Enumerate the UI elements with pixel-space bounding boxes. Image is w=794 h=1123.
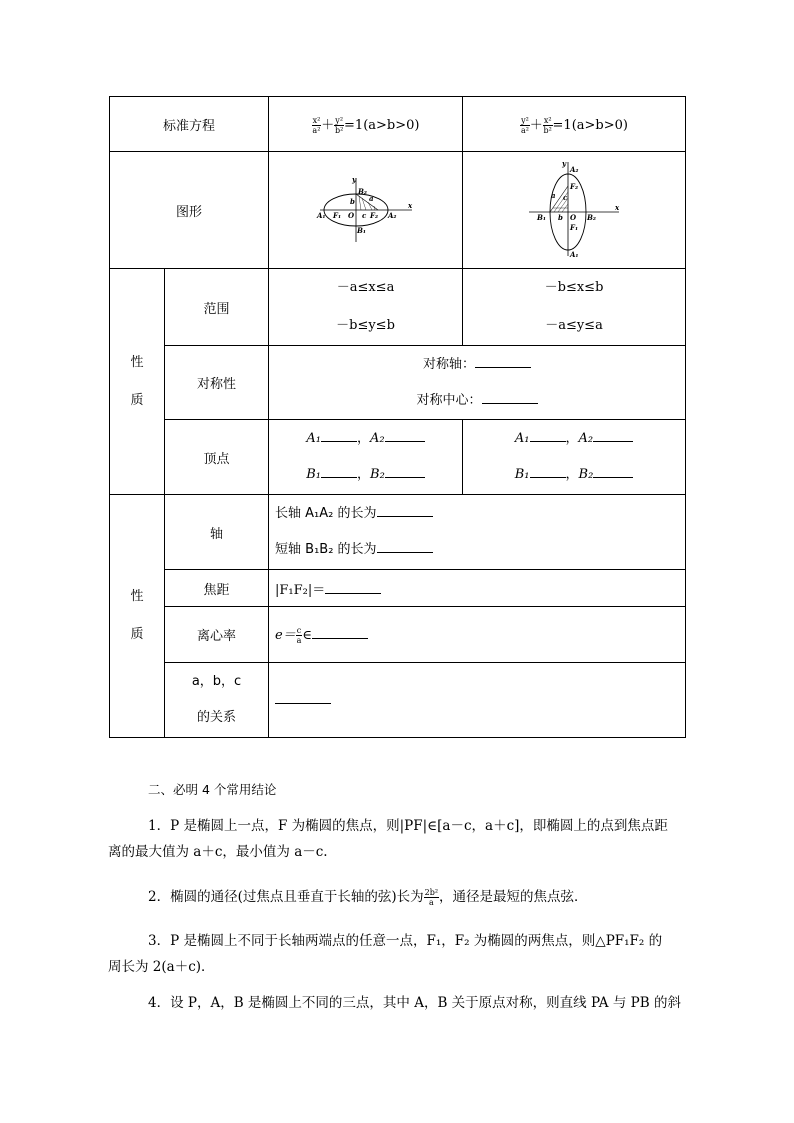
svg-text:B₂: B₂ <box>587 213 596 222</box>
row-axis <box>110 495 686 570</box>
ellipse-properties-table <box>109 96 686 738</box>
svg-text:x: x <box>615 203 620 212</box>
row-abc-relation <box>110 663 686 738</box>
svg-text:F₂: F₂ <box>369 211 378 220</box>
symmetry-center-blank <box>482 402 538 404</box>
abc-relation-label: a，b，c 的关系 <box>165 663 269 738</box>
equation-vertical: $\frac{\text{y²}}{\text{a²}}$ ＋ $\frac{\text{x²}}{\text{b²}}$ =1(a>b>0) <box>463 97 686 152</box>
svg-text:x: x <box>407 201 412 210</box>
svg-text:b: b <box>558 213 563 222</box>
axis-content: 长轴 A₁A₂ 的长为 短轴 B₁B₂ 的长为 <box>269 495 686 570</box>
range-label: 范围 <box>165 269 269 346</box>
eccentricity-content: e＝ $\frac{c}{a}$ ∈ <box>269 607 686 663</box>
graph-label: 图形 <box>110 152 269 269</box>
symmetry-axis-blank <box>475 366 531 368</box>
vertices-vertical: A₁ ，A₂ B₁ ，B₂ <box>463 420 686 495</box>
ellipse-horizontal-graph <box>316 168 416 248</box>
row-standard-equation <box>110 97 686 152</box>
eccentricity-blank <box>312 637 368 639</box>
svg-text:F₁: F₁ <box>570 223 579 232</box>
major-axis-blank <box>377 515 433 517</box>
row-focal-distance <box>110 570 686 607</box>
svg-text:B₂: B₂ <box>357 187 367 196</box>
vertex-label: 顶点 <box>165 420 269 495</box>
conclusion-4: 4．设 P，A，B 是椭圆上不同的三点，其中 A，B 关于原点对称，则直线 PA 与 PB 的斜 <box>148 995 681 1011</box>
properties-group-label-2: 性 质 <box>110 495 165 738</box>
row-range <box>110 269 686 346</box>
row-vertices <box>110 420 686 495</box>
focal-label: 焦距 <box>165 570 269 607</box>
eccentricity-label: 离心率 <box>165 607 269 663</box>
svg-text:A₂: A₂ <box>387 211 397 220</box>
svg-text:O: O <box>347 211 354 220</box>
row-symmetry <box>110 346 686 420</box>
focal-blank <box>325 592 381 594</box>
svg-text:A₁: A₁ <box>316 211 326 220</box>
equation-horizontal: $\frac{\text{x²}}{\text{a²}}$ ＋ $\frac{\text{y²}}{\text{b²}}$ =1(a>b>0) <box>269 97 463 152</box>
minor-axis-blank <box>377 551 433 553</box>
axis-label: 轴 <box>165 495 269 570</box>
svg-text:y: y <box>562 159 567 168</box>
focal-content: |F₁F₂|＝ <box>269 570 686 607</box>
svg-text:b: b <box>349 197 355 206</box>
section-title: 二、必明 4 个常用结论 <box>148 782 277 797</box>
standard-equation-label: 标准方程 <box>110 97 269 152</box>
abc-relation-blank <box>275 702 331 704</box>
ellipse-vertical-graph <box>524 158 624 258</box>
svg-text:A₁: A₁ <box>570 250 579 258</box>
svg-text:F₁: F₁ <box>332 211 341 220</box>
svg-text:y: y <box>351 175 356 184</box>
vertices-horizontal: A₁ ，A₂ B₁ ，B₂ <box>269 420 463 495</box>
conclusion-2: 2．椭圆的通径(过焦点且垂直于长轴的弦)长为 $\frac{\text{2b²}}{a}$ ，通径是最短的焦点弦． <box>148 888 588 907</box>
row-graph <box>110 152 686 269</box>
svg-text:a: a <box>551 191 556 200</box>
svg-text:c: c <box>563 193 568 202</box>
properties-group-label-1: 性 质 <box>110 269 165 495</box>
row-eccentricity <box>110 607 686 663</box>
svg-text:B₁: B₁ <box>537 213 546 222</box>
graph-horizontal-cell <box>269 152 463 269</box>
svg-text:F₂: F₂ <box>570 182 579 191</box>
range-horizontal: －a≤x≤a －b≤y≤b <box>269 269 463 346</box>
graph-vertical-cell <box>463 152 686 269</box>
conclusion-1: 1．P 是椭圆上一点，F 为椭圆的焦点，则|PF|∈[a－c，a＋c]，即椭圆上的点到焦点距 离的最大值为 a＋c，最小值为 a－c. <box>108 818 668 860</box>
conclusion-3: 3．P 是椭圆上不同于长轴两端点的任意一点，F₁，F₂ 为椭圆的两焦点，则△PF₁F₂ 的 周长为 2(a＋c)． <box>108 933 663 975</box>
symmetry-label: 对称性 <box>165 346 269 420</box>
range-vertical: －b≤x≤b －a≤y≤a <box>463 269 686 346</box>
symmetry-content: 对称轴： 对称中心： <box>269 346 686 420</box>
svg-text:O: O <box>570 213 577 222</box>
svg-text:B₁: B₁ <box>356 226 366 235</box>
svg-text:A₂: A₂ <box>570 165 579 174</box>
svg-text:a: a <box>368 194 374 203</box>
svg-text:c: c <box>361 211 366 220</box>
abc-relation-content <box>269 663 686 738</box>
